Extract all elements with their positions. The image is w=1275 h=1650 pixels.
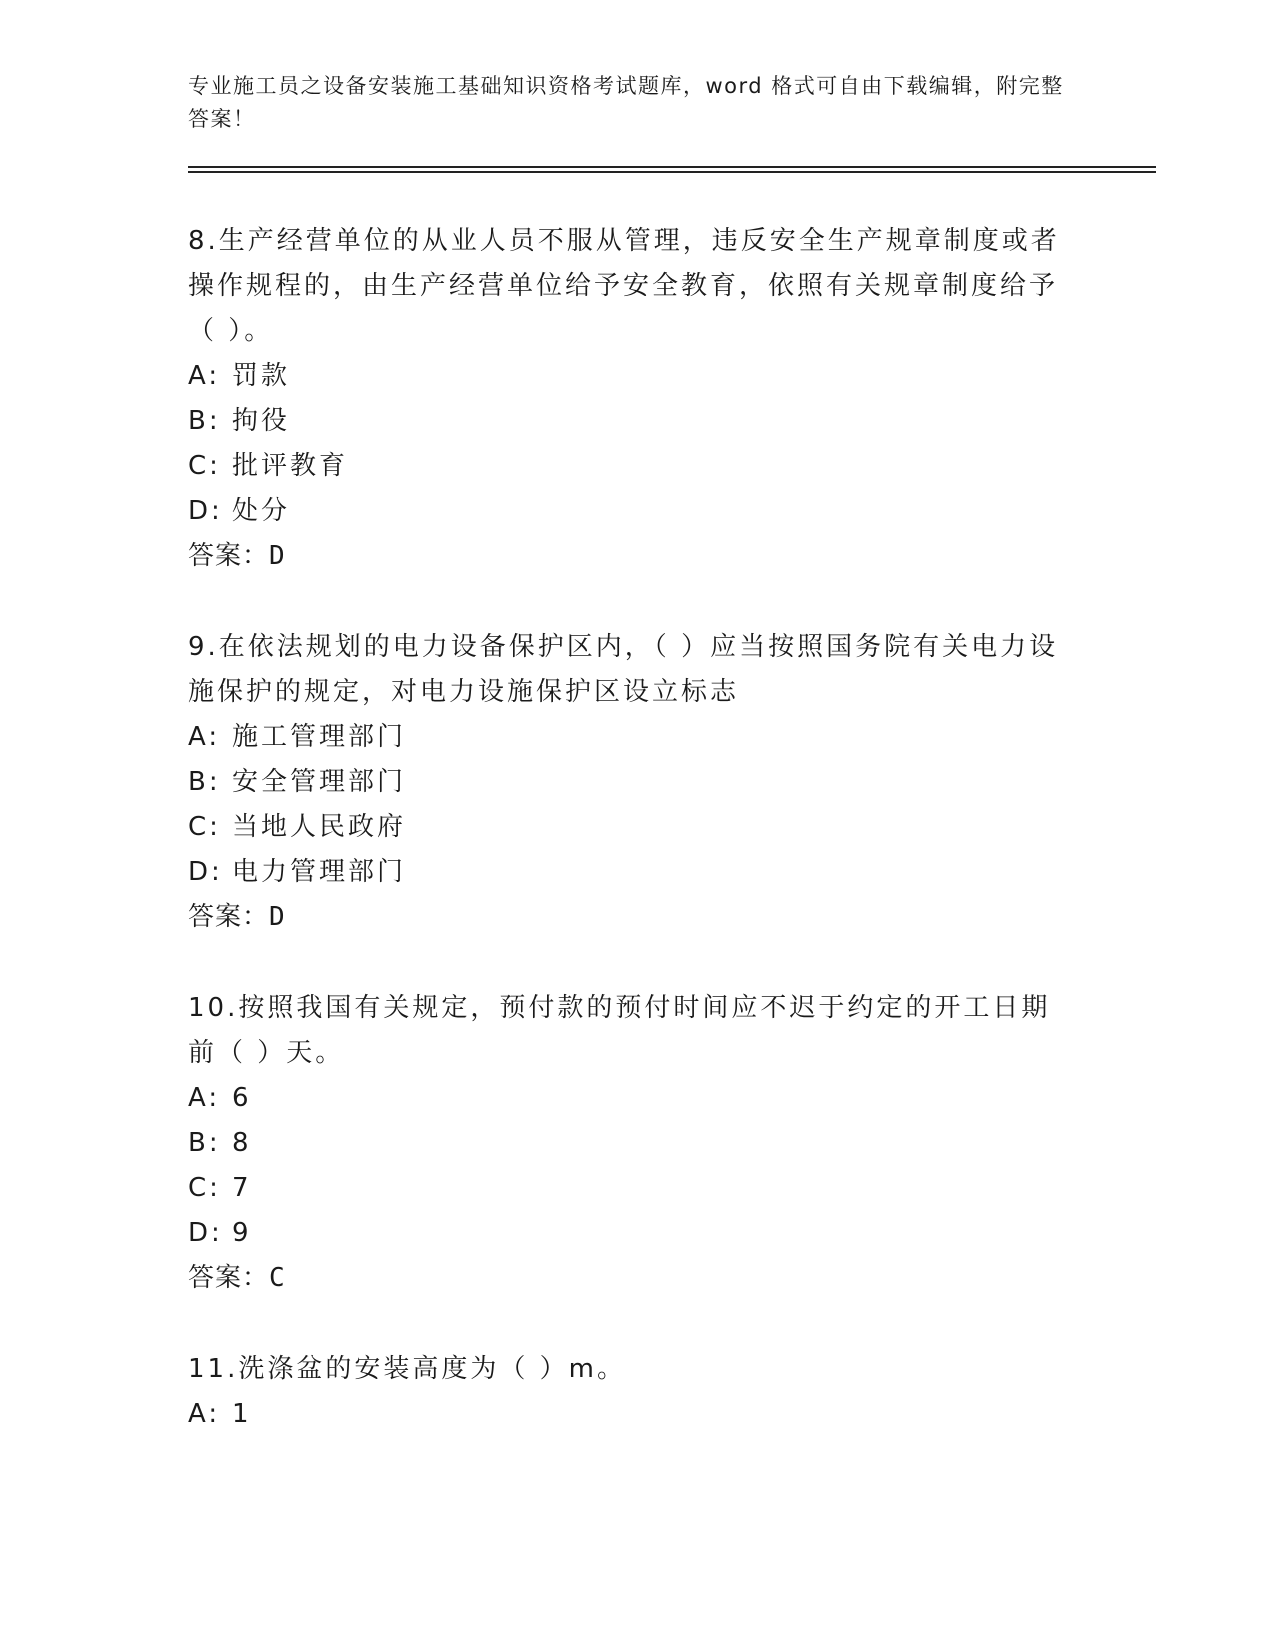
- question-block: [188, 625, 1156, 940]
- option-text: 1: [232, 1399, 252, 1429]
- option-key: C:: [188, 1173, 221, 1203]
- option-text: 罚款: [232, 361, 291, 391]
- option-key: D:: [188, 496, 223, 526]
- answer-option: [188, 760, 1156, 805]
- option-text: 处分: [232, 496, 291, 526]
- question-stem: 10.按照我国有关规定，预付款的预付时间应不迟于约定的开工日期前（ ）天。: [188, 993, 1051, 1068]
- answer-line: [188, 534, 1156, 579]
- question-list: [188, 219, 1156, 1437]
- question-stem: 11.洗涤盆的安装高度为（ ）m。: [188, 1354, 626, 1384]
- answer-option: [188, 1211, 1156, 1256]
- option-text: 电力管理部门: [232, 857, 407, 887]
- answer-value: D: [269, 541, 286, 571]
- answer-option: [188, 489, 1156, 534]
- answer-option: [188, 354, 1156, 399]
- option-key: A:: [188, 361, 221, 391]
- document-page: [188, 70, 1156, 1483]
- option-key: A:: [188, 722, 221, 752]
- question-block: [188, 219, 1156, 579]
- option-key: C:: [188, 451, 221, 481]
- answer-option: [188, 1076, 1156, 1121]
- answer-option: [188, 1166, 1156, 1211]
- option-key: D:: [188, 1218, 223, 1248]
- option-key: B:: [188, 1128, 221, 1158]
- answer-option: [188, 399, 1156, 444]
- answer-value: D: [269, 902, 286, 932]
- answer-option: [188, 1392, 1156, 1437]
- option-key: B:: [188, 406, 221, 436]
- answer-line: [188, 895, 1156, 940]
- answer-label: 答案：: [188, 902, 270, 932]
- option-text: 施工管理部门: [232, 722, 407, 752]
- answer-line: [188, 1256, 1156, 1301]
- question-stem: 8.生产经营单位的从业人员不服从管理，违反安全生产规章制度或者操作规程的，由生产经营单位给予安全教育，依照有关规章制度给予（ ）。: [188, 226, 1060, 346]
- question-block: [188, 1347, 1156, 1437]
- option-text: 7: [232, 1173, 252, 1203]
- answer-label: 答案：: [188, 541, 270, 571]
- answer-value: C: [269, 1263, 286, 1293]
- header-divider: [188, 166, 1156, 173]
- option-text: 9: [232, 1218, 252, 1248]
- option-text: 当地人民政府: [232, 812, 407, 842]
- option-text: 8: [232, 1128, 252, 1158]
- option-key: B:: [188, 767, 221, 797]
- header-rule-bottom: [188, 171, 1156, 173]
- answer-option: [188, 805, 1156, 850]
- document-header-text: 专业施工员之设备安装施工基础知识资格考试题库，word 格式可自由下载编辑，附完整答案！: [188, 74, 1064, 131]
- answer-option: [188, 850, 1156, 895]
- option-text: 6: [232, 1083, 252, 1113]
- option-key: D:: [188, 857, 223, 887]
- option-key: C:: [188, 812, 221, 842]
- answer-option: [188, 1121, 1156, 1166]
- question-block: [188, 986, 1156, 1301]
- question-stem: 9.在依法规划的电力设备保护区内，（ ）应当按照国务院有关电力设施保护的规定，对电力设施保护区设立标志: [188, 632, 1059, 707]
- answer-option: [188, 444, 1156, 489]
- option-text: 批评教育: [232, 451, 349, 481]
- answer-label: 答案：: [188, 1263, 270, 1293]
- header-rule-top: [188, 166, 1156, 168]
- option-text: 拘役: [232, 406, 291, 436]
- option-key: A:: [188, 1399, 221, 1429]
- option-key: A:: [188, 1083, 221, 1113]
- answer-option: [188, 715, 1156, 760]
- option-text: 安全管理部门: [232, 767, 407, 797]
